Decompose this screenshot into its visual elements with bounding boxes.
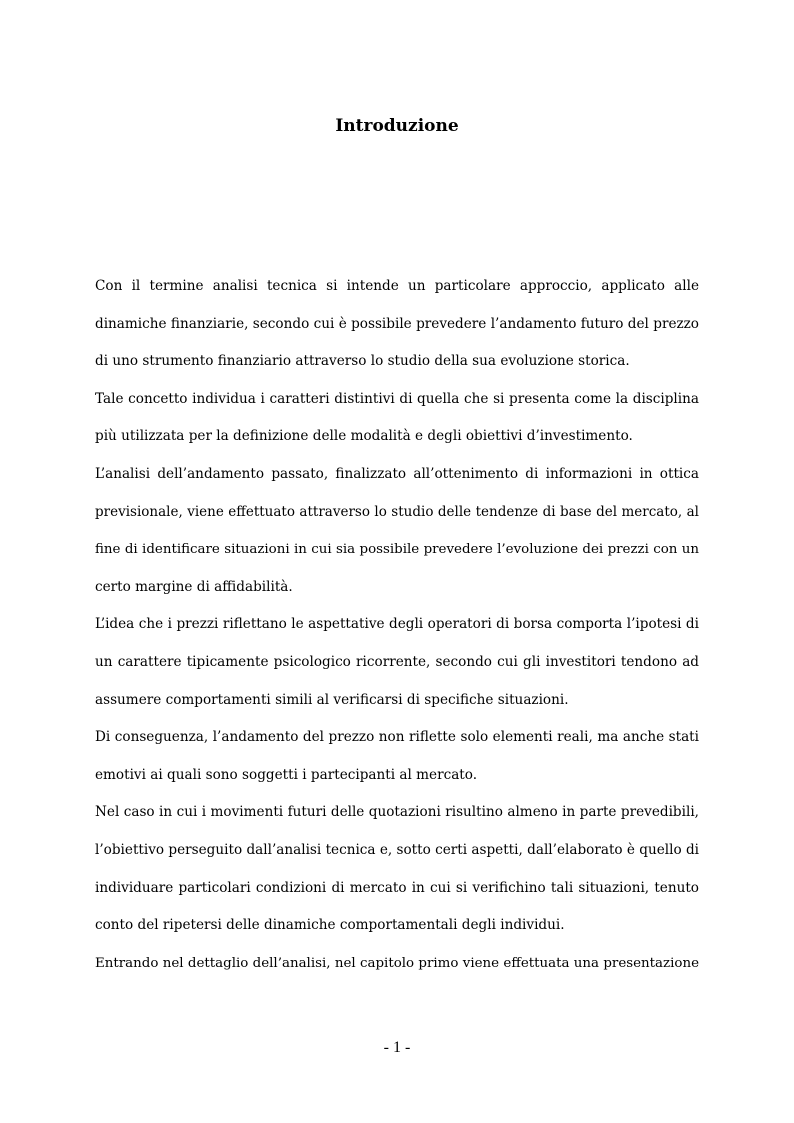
page-title: Introduzione <box>335 116 459 136</box>
text-line: L’analisi dell’andamento passato, finalizzato all’ottenimento di informazioni in ottica <box>95 465 699 482</box>
text-line: dinamiche finanziarie, secondo cui è possibile prevedere l’andamento futuro del prezzo <box>95 315 699 332</box>
text-line: un carattere tipicamente psicologico ricorrente, secondo cui gli investitori tendono ad <box>95 653 699 670</box>
text-line: Di conseguenza, l’andamento del prezzo non riflette solo elementi reali, ma anche stati <box>95 729 699 746</box>
page-number: - 1 - <box>383 1039 411 1056</box>
text-line: L’idea che i prezzi riflettano le aspettative degli operatori di borsa comporta l’ipotesi di <box>95 616 699 633</box>
text-line: Con il termine analisi tecnica si intende un particolare approccio, applicato alle <box>95 278 699 294</box>
text-line: di uno strumento finanziario attraverso lo studio della sua evoluzione storica. <box>95 353 630 370</box>
body-text <box>95 268 699 982</box>
text-line: previsionale, viene effettuato attraverso lo studio delle tendenze di base del mercato, al <box>95 503 699 520</box>
text-line: certo margine di affidabilità. <box>95 578 293 595</box>
text-line: Entrando nel dettaglio dell’analisi, nel capitolo primo viene effettuata una presentazione <box>95 955 699 971</box>
text-line: fine di identificare situazioni in cui sia possibile prevedere l’evoluzione dei prezzi con un <box>95 542 699 558</box>
text-line: più utilizzata per la definizione delle modalità e degli obiettivi d’investimento. <box>95 428 633 445</box>
text-line: l’obiettivo perseguito dall’analisi tecnica e, sotto certi aspetti, dall’elaborato è quello di <box>95 841 699 858</box>
text-line: assumere comportamenti simili al verificarsi di specifiche situazioni. <box>95 691 569 708</box>
text-line: individuare particolari condizioni di mercato in cui si verifichino tali situazioni, tenuto <box>95 879 699 896</box>
text-line: emotivi ai quali sono soggetti i partecipanti al mercato. <box>95 766 478 783</box>
text-line: Nel caso in cui i movimenti futuri delle quotazioni risultino almeno in parte prevedibili, <box>95 804 699 821</box>
text-line: conto del ripetersi delle dinamiche comportamentali degli individui. <box>95 917 565 934</box>
text-line: Tale concetto individua i caratteri distintivi di quella che si presenta come la disciplina <box>95 390 699 407</box>
